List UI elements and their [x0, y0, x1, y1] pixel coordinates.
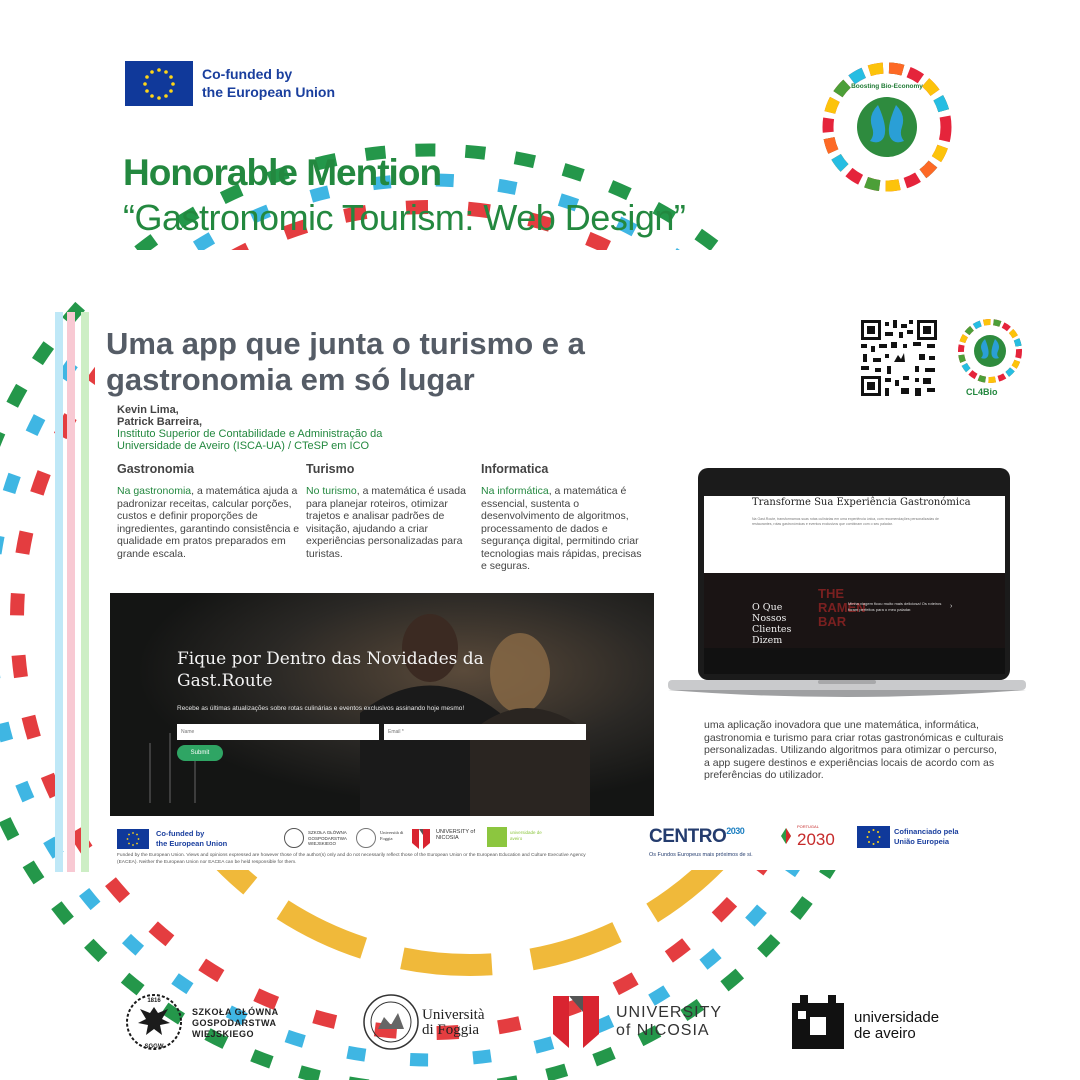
footer-nicosia-icon [410, 827, 432, 849]
foggia-line-1: Università [422, 1007, 485, 1023]
column-heading: Turismo [306, 462, 355, 476]
footer-sggw-icon [284, 828, 304, 848]
nicosia-label [616, 1004, 722, 1040]
nicosia-n-icon [553, 996, 599, 1048]
email-field[interactable] [384, 724, 586, 740]
column-body: , a matemática ajuda a padronizar receitas, calcular porções, custos e definir proporções de ingredientes, garantindo consistência e qualidade em pratos preparados em grande escala. [117, 485, 300, 560]
aveiro-line-1: universidade [854, 1009, 940, 1026]
page-subtitle: “Gastronomic Tourism: Web Design” [123, 197, 686, 238]
laptop-body-text: Na Gast.Route, transformamos suas rotas culinárias em uma experiência única, com recomendações personalizadas de restaurantes, rotas gastronómicas e eventos exclusivos que combinam com o seu paladar. [752, 517, 939, 526]
submit-button[interactable]: Submit [177, 745, 223, 761]
cl4bio-logo-icon [820, 60, 954, 194]
laptop-testimonials-title: O Que Nossos Clientes Dizem [752, 602, 792, 646]
page-title: Honorable Mention [123, 152, 442, 193]
column-turismo [306, 462, 466, 560]
column-highlight: No turismo [306, 485, 357, 497]
aveiro-label [854, 1010, 939, 1042]
svg-text:RAMEN: RAMEN [818, 600, 866, 615]
sggw-line-2: GOSPODARSTWA [192, 1018, 277, 1028]
portugal2030-year: 2030 [797, 830, 835, 849]
svg-text:Boosting Bio-Economy: Boosting Bio-Economy [851, 83, 923, 90]
institute: Instituto Superior de Contabilidade e Administração da Universidade de Aveiro (ISCA-UA) / CTeSP em ICO [117, 428, 383, 452]
column-highlight: Na informática [481, 485, 549, 497]
centro-year: 2030 [726, 826, 745, 836]
column-text [481, 485, 646, 573]
sggw-label [192, 1007, 279, 1040]
aveiro-line-2: de aveiro [854, 1025, 916, 1042]
portugal2030-icon [779, 826, 795, 846]
footer-eu-flag-icon [117, 829, 149, 849]
footer-eu-label [156, 829, 227, 849]
footer-aveiro-icon [487, 827, 507, 847]
sggw-abbr: SGGW [144, 1044, 164, 1050]
column-gastronomia [117, 462, 302, 560]
authors [117, 404, 202, 428]
column-informatica [481, 462, 646, 573]
cl4bio-caption: CL4Bio [966, 387, 998, 397]
poster-side-stripes [55, 312, 95, 872]
aveiro-castle-icon [792, 993, 844, 1049]
footer-aveiro-label: universidade de aveiro [510, 830, 542, 841]
eu-line-1: Co-funded by [202, 66, 293, 82]
footer-foggia-label: Università di Foggia [380, 830, 404, 841]
portugal-label: PORTUGAL [797, 824, 819, 829]
column-body: , a matemática é essencial, sustenta o desenvolvimento de algoritmos, processamento de dados e segurança digital, permitindo criar tecnologias mais rápidas, precisas e seguras. [481, 485, 642, 572]
poster-title: Uma app que junta o turismo e a gastronomia em só lugar [106, 326, 585, 397]
eu-cofunded-label [202, 65, 335, 101]
chevron-right-icon[interactable]: › [950, 603, 953, 610]
foggia-seal-icon [362, 993, 420, 1051]
svg-text:BAR: BAR [818, 614, 847, 629]
poster-disclaimer: Funded by the European Union. Views and opinions expressed are however those of the author(s) only and do not necessarily reflect those of the European Union or the European Education and Culture Executive Agency (EACEA). Neither the European Union nor EACEA can be held responsible for them. [117, 853, 586, 865]
eu-line-2: the European Union [202, 84, 335, 100]
cofinanciado-eu-flag-icon [857, 826, 890, 848]
column-highlight: Na gastronomia [117, 485, 192, 497]
centro-subtitle: Os Fundos Europeus mais próximos de si. [649, 852, 753, 858]
author-2: Patrick Barreira, [117, 416, 202, 428]
author-1: Kevin Lima, [117, 404, 179, 416]
nicosia-line-2: of NICOSIA [616, 1022, 710, 1039]
eu-flag-icon [125, 61, 193, 106]
footer-foggia-icon [356, 828, 376, 848]
qr-code-icon[interactable] [859, 318, 939, 398]
sggw-year: 1816 [147, 998, 161, 1004]
sggw-eagle-icon [125, 993, 183, 1051]
footer-nicosia-label: UNIVERSITY of NICOSIA [436, 829, 476, 841]
app-description: uma aplicação inovadora que une matemática, informática, gastronomia e turismo para criar rotas gastronómicas e culturais personalizadas. Utilizando algoritmos para otimizar o percurso, a app sugere destinos e experiências locais de acordo com as preferências do utilizador. [704, 719, 1004, 781]
column-text [117, 485, 302, 560]
column-body: , a matemática é usada para planejar roteiros, otimizar trajetos e analisar padrões de visitação, ajudando a criar experiências personalizadas para turistas. [306, 485, 466, 560]
banner-title: Fique por Dentro das Novidades da Gast.Route [177, 649, 484, 691]
column-heading: Informatica [481, 462, 549, 476]
column-text [306, 485, 466, 560]
centro-logo-text [649, 826, 744, 848]
laptop-heading: Transforme Sua Experiência Gastronómica [752, 497, 971, 508]
name-field[interactable] [177, 724, 379, 740]
footer-eu-line-2: the European Union [156, 839, 228, 848]
foggia-line-2: di Foggia [422, 1022, 480, 1038]
cofinanciado-label [894, 827, 959, 847]
svg-text:THE: THE [818, 586, 844, 601]
cl4bio-small-logo-icon [953, 317, 1028, 385]
footer-eu-line-1: Co-funded by [156, 829, 205, 838]
banner-description: Recebe as últimas atualizações sobre rotas culinárias e eventos exclusivos assinando hoje mesmo! [177, 705, 465, 712]
cofin-line-2: União Europeia [894, 837, 950, 846]
laptop-quote: Minha viagem ficou muito mais deliciosa! Os roteiros foram perfeitos para o meu paladar. [848, 601, 942, 612]
cofin-line-1: Cofinanciado pela [894, 827, 959, 836]
column-heading: Gastronomia [117, 462, 195, 476]
centro-word: CENTRO [649, 826, 727, 847]
nicosia-line-1: UNIVERSITY [616, 1004, 723, 1021]
footer-sggw-label: SZKOŁA GŁÓWNA GOSPODARSTWA WIEJSKIEGO [308, 830, 347, 846]
foggia-label [422, 1008, 484, 1038]
sggw-line-3: WIEJSKIEGO [192, 1029, 255, 1039]
sggw-line-1: SZKOŁA GŁÓWNA [192, 1007, 279, 1017]
